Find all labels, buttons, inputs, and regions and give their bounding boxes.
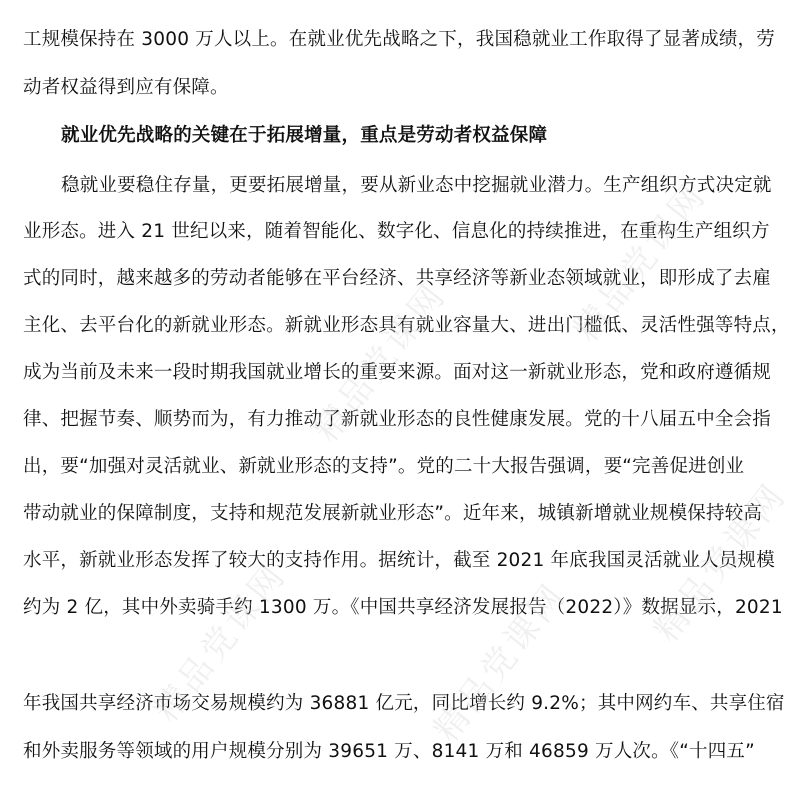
paragraph-line-4: 主化、去平台化的新就业形态。新就业形态具有就业容量大、进出门槛低、灵活性强等特点， bbox=[23, 315, 790, 336]
body-line-1: 工规模保持在 3000 万人以上。在就业优先战略之下，我国稳就业工作取得了显著成绩，劳 bbox=[23, 29, 775, 50]
watermark: 精品党课网 bbox=[306, 275, 455, 450]
watermark: 精品党课网 bbox=[646, 475, 795, 650]
paragraph-line-10: 约为 2 亿，其中外卖骑手约 1300 万。《中国共享经济发展报告（2022）》数据显示，2021 bbox=[23, 597, 783, 618]
paragraph-line-2: 业形态。进入 21 世纪以来，随着智能化、数字化、信息化的持续推进，在重构生产组织方 bbox=[23, 221, 770, 242]
watermark: 精品党课网 bbox=[566, 175, 715, 350]
paragraph-line-12: 和外卖服务等领域的用户规模分别为 39651 万、8141 万和 46859 万人次。《“十四五” bbox=[23, 741, 755, 762]
paragraph-line-7: 出，要“加强对灵活就业、新就业形态的支持”。党的二十大报告强调，要“完善促进创业 bbox=[23, 456, 745, 477]
paragraph-line-8: 带动就业的保障制度，支持和规范发展新就业形态”。近年来，城镇新增就业规模保持较高 bbox=[23, 503, 763, 524]
paragraph-line-3: 式的同时，越来越多的劳动者能够在平台经济、共享经济等新业态领域就业，即形成了去雇 bbox=[23, 268, 772, 289]
cut-off-line-top bbox=[23, 0, 783, 6]
watermark: 精品党课网 bbox=[426, 575, 575, 750]
paragraph-line-5: 成为当前及未来一段时期我国就业增长的重要来源。面对这一新就业形态，党和政府遵循规 bbox=[23, 362, 772, 383]
paragraph-line-6: 律、把握节奏、顺势而为，有力推动了新就业形态的良性健康发展。党的十八届五中全会指 bbox=[23, 409, 772, 430]
paragraph-line-11: 年我国共享经济市场交易规模约为 36881 亿元，同比增长约 9.2%；其中网约车、共享住宿 bbox=[23, 693, 785, 714]
section-heading: 就业优先战略的关键在于拓展增量，重点是劳动者权益保障 bbox=[61, 125, 548, 146]
paragraph-line-1: 稳就业要稳住存量，更要拓展增量，要从新业态中挖掘就业潜力。生产组织方式决定就 bbox=[61, 175, 772, 196]
body-line-2: 动者权益得到应有保障。 bbox=[23, 77, 229, 98]
paragraph-line-9: 水平，新就业形态发挥了较大的支持作用。据统计，截至 2021 年底我国灵活就业人员规模 bbox=[23, 550, 775, 571]
watermark: 精品党课网 bbox=[146, 555, 295, 730]
